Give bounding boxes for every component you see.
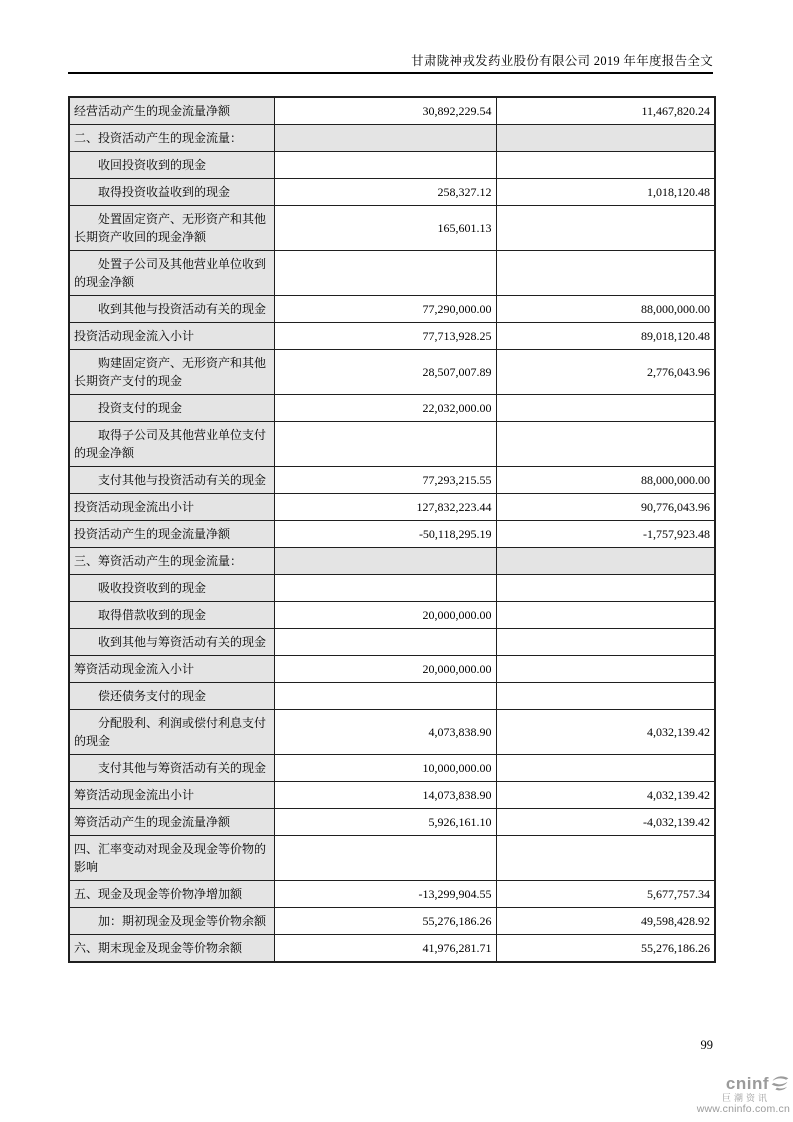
table-row [69,683,715,710]
row-value-current-period: 258,327.12 [274,179,496,206]
row-label-cell: 四、汇率变动对现金及现金等价物的影响 [69,836,274,881]
table-row [69,97,715,125]
row-value-prior-period [496,548,715,575]
row-label-cell: 取得借款收到的现金 [69,602,274,629]
row-value-current-period: 77,290,000.00 [274,296,496,323]
row-label-cell: 收到其他与投资活动有关的现金 [69,296,274,323]
table-row [69,575,715,602]
cninfo-logo [680,1074,790,1115]
row-value-current-period [274,575,496,602]
table-row [69,710,715,755]
row-value-current-period [274,548,496,575]
row-value-current-period: 55,276,186.26 [274,908,496,935]
row-label-cell: 筹资活动产生的现金流量净额 [69,809,274,836]
table-row [69,296,715,323]
cninfo-chinese-name: 巨潮资讯 [721,1093,770,1103]
table-row [69,935,715,963]
table-row [69,602,715,629]
cninfo-brand-text: cninf [725,1074,769,1094]
table-row [69,755,715,782]
row-label-cell: 处置子公司及其他营业单位收到的现金净额 [69,251,274,296]
header-divider-rule [68,72,713,74]
row-label-cell: 取得投资收益收到的现金 [69,179,274,206]
row-value-prior-period [496,629,715,656]
row-label-cell: 支付其他与筹资活动有关的现金 [69,755,274,782]
row-label-cell: 加：期初现金及现金等价物余额 [69,908,274,935]
row-label-cell: 投资活动产生的现金流量净额 [69,521,274,548]
row-value-prior-period: 90,776,043.96 [496,494,715,521]
row-value-prior-period [496,206,715,251]
table-row [69,836,715,881]
row-value-prior-period [496,602,715,629]
row-value-prior-period [496,125,715,152]
row-value-prior-period: 88,000,000.00 [496,467,715,494]
table-row [69,782,715,809]
row-label-cell: 投资活动现金流入小计 [69,323,274,350]
row-label-cell: 三、筹资活动产生的现金流量： [69,548,274,575]
row-value-prior-period: -1,757,923.48 [496,521,715,548]
row-value-current-period: 77,293,215.55 [274,467,496,494]
row-label-cell: 分配股利、利润或偿付利息支付的现金 [69,710,274,755]
row-value-current-period [274,629,496,656]
row-value-current-period: 127,832,223.44 [274,494,496,521]
table-row [69,350,715,395]
row-value-current-period: 28,507,007.89 [274,350,496,395]
row-label-cell: 六、期末现金及现金等价物余额 [69,935,274,963]
row-label-cell: 二、投资活动产生的现金流量： [69,125,274,152]
cninfo-swirl-icon [770,1074,790,1094]
row-value-current-period [274,251,496,296]
row-label-cell: 投资支付的现金 [69,395,274,422]
row-label-cell: 处置固定资产、无形资产和其他长期资产收回的现金净额 [69,206,274,251]
row-value-current-period [274,152,496,179]
row-value-prior-period: 49,598,428.92 [496,908,715,935]
cash-flow-statement-table [68,96,716,963]
row-value-prior-period: 2,776,043.96 [496,350,715,395]
row-value-current-period: 5,926,161.10 [274,809,496,836]
table-row [69,251,715,296]
row-value-current-period: 14,073,838.90 [274,782,496,809]
table-row [69,494,715,521]
row-value-prior-period [496,152,715,179]
table-row [69,395,715,422]
page-number: 99 [700,1038,713,1052]
row-label-cell: 偿还债务支付的现金 [69,683,274,710]
table-row [69,908,715,935]
row-value-current-period [274,422,496,467]
row-value-prior-period: 4,032,139.42 [496,710,715,755]
row-value-prior-period [496,656,715,683]
row-value-prior-period [496,836,715,881]
row-value-prior-period [496,422,715,467]
row-label-cell: 筹资活动现金流入小计 [69,656,274,683]
row-value-prior-period: 88,000,000.00 [496,296,715,323]
row-label-cell: 收回投资收到的现金 [69,152,274,179]
report-header-title: 甘肃陇神戎发药业股份有限公司 2019 年年度报告全文 [411,54,713,68]
row-value-prior-period: 4,032,139.42 [496,782,715,809]
table-row [69,422,715,467]
row-value-prior-period [496,395,715,422]
row-label-cell: 吸收投资收到的现金 [69,575,274,602]
row-value-prior-period: -4,032,139.42 [496,809,715,836]
row-value-current-period: 4,073,838.90 [274,710,496,755]
row-value-prior-period [496,683,715,710]
cninfo-url: www.cninfo.com.cn [696,1103,790,1116]
table-row [69,521,715,548]
row-value-current-period: 41,976,281.71 [274,935,496,963]
row-label-cell: 筹资活动现金流出小计 [69,782,274,809]
cash-flow-table-container [68,96,714,963]
row-label-cell: 取得子公司及其他营业单位支付的现金净额 [69,422,274,467]
row-value-prior-period: 11,467,820.24 [496,97,715,125]
table-row [69,467,715,494]
table-row [69,323,715,350]
row-value-current-period: 20,000,000.00 [274,656,496,683]
row-value-current-period: 22,032,000.00 [274,395,496,422]
row-label-cell: 五、现金及现金等价物净增加额 [69,881,274,908]
row-value-current-period [274,836,496,881]
row-value-current-period: 30,892,229.54 [274,97,496,125]
row-value-current-period: 10,000,000.00 [274,755,496,782]
row-value-current-period: -13,299,904.55 [274,881,496,908]
row-value-current-period [274,683,496,710]
row-value-current-period: 20,000,000.00 [274,602,496,629]
row-value-current-period: 165,601.13 [274,206,496,251]
row-value-prior-period [496,755,715,782]
table-row [69,809,715,836]
table-row [69,125,715,152]
row-value-prior-period [496,575,715,602]
row-label-cell: 经营活动产生的现金流量净额 [69,97,274,125]
row-label-cell: 投资活动现金流出小计 [69,494,274,521]
table-row [69,656,715,683]
row-value-prior-period [496,251,715,296]
row-value-prior-period: 89,018,120.48 [496,323,715,350]
table-row [69,206,715,251]
row-value-current-period: 77,713,928.25 [274,323,496,350]
row-label-cell: 支付其他与投资活动有关的现金 [69,467,274,494]
row-label-cell: 收到其他与筹资活动有关的现金 [69,629,274,656]
row-value-prior-period: 55,276,186.26 [496,935,715,963]
table-row [69,629,715,656]
table-row [69,881,715,908]
row-value-current-period: -50,118,295.19 [274,521,496,548]
row-value-current-period [274,125,496,152]
row-value-prior-period: 5,677,757.34 [496,881,715,908]
row-value-prior-period: 1,018,120.48 [496,179,715,206]
table-row [69,152,715,179]
table-row [69,548,715,575]
row-label-cell: 购建固定资产、无形资产和其他长期资产支付的现金 [69,350,274,395]
table-row [69,179,715,206]
